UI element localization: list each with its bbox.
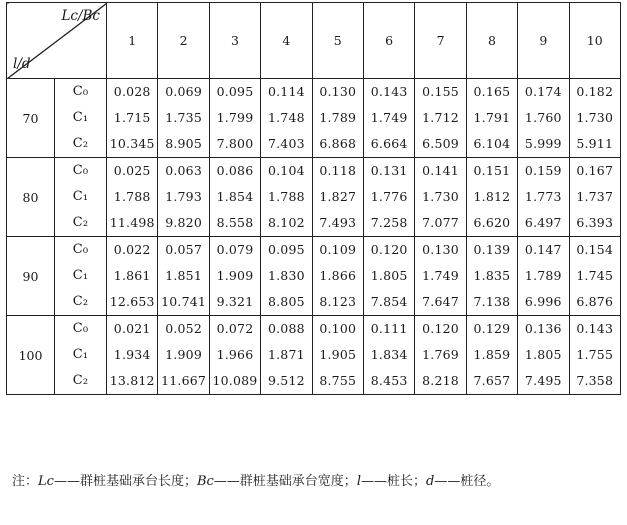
value-line: 1.712 bbox=[422, 110, 459, 125]
ld-value-cell: 100 bbox=[7, 316, 55, 395]
value-cell bbox=[209, 158, 260, 237]
value-line: 1.788 bbox=[267, 189, 305, 204]
value-line: 0.120 bbox=[422, 321, 459, 336]
table-row bbox=[7, 237, 621, 316]
value-line: 1.854 bbox=[216, 189, 254, 204]
value-line: 6.664 bbox=[370, 136, 408, 151]
value-line: 1.861 bbox=[113, 268, 151, 283]
coefficient-symbol: C₀ bbox=[72, 321, 89, 336]
column-header: 5 bbox=[312, 3, 363, 79]
value-cell bbox=[569, 79, 620, 158]
value-line: 0.143 bbox=[576, 321, 614, 336]
value-cell bbox=[569, 237, 620, 316]
value-line: 13.812 bbox=[109, 373, 155, 388]
note-l-desc: ——桩长； bbox=[360, 474, 426, 489]
value-line: 0.104 bbox=[267, 163, 305, 178]
value-line: 1.805 bbox=[370, 268, 408, 283]
value-line: 10.741 bbox=[161, 294, 207, 309]
value-line: 1.745 bbox=[576, 268, 614, 283]
value-line: 5.911 bbox=[576, 136, 614, 151]
value-line: 11.667 bbox=[161, 373, 207, 388]
value-line: 1.749 bbox=[370, 110, 408, 125]
value-line: 0.072 bbox=[216, 321, 254, 336]
value-line: 1.805 bbox=[524, 347, 562, 362]
value-cell bbox=[466, 237, 517, 316]
value-line: 1.737 bbox=[576, 189, 614, 204]
value-line: 0.069 bbox=[165, 84, 202, 99]
value-line: 0.154 bbox=[576, 242, 614, 257]
coefficient-table bbox=[6, 2, 621, 395]
value-line: 7.854 bbox=[370, 294, 408, 309]
value-line: 1.730 bbox=[576, 110, 614, 125]
value-line: 0.130 bbox=[319, 84, 357, 99]
value-line: 0.025 bbox=[113, 163, 151, 178]
value-line: 0.063 bbox=[165, 163, 202, 178]
value-cell bbox=[569, 316, 620, 395]
column-header: 8 bbox=[466, 3, 517, 79]
value-cell bbox=[261, 79, 312, 158]
value-cell bbox=[518, 79, 569, 158]
value-line: 8.755 bbox=[319, 373, 357, 388]
ratio-l-d-label: l/d bbox=[13, 56, 31, 72]
coefficient-symbol: C₀ bbox=[72, 163, 89, 178]
value-line: 1.871 bbox=[267, 347, 305, 362]
coefficient-symbol-cell bbox=[55, 79, 107, 158]
coefficient-symbol: C₁ bbox=[72, 189, 89, 204]
coefficient-symbol: C₂ bbox=[72, 373, 89, 388]
table-body bbox=[7, 79, 621, 395]
value-cell bbox=[415, 237, 466, 316]
ld-value-cell: 70 bbox=[7, 79, 55, 158]
value-line: 0.022 bbox=[113, 242, 151, 257]
coefficient-symbol-cell bbox=[55, 237, 107, 316]
value-line: 0.057 bbox=[165, 242, 202, 257]
value-line: 0.095 bbox=[216, 84, 254, 99]
column-header: 7 bbox=[415, 3, 466, 79]
value-cell bbox=[158, 158, 209, 237]
value-line: 8.558 bbox=[216, 215, 254, 230]
value-line: 6.497 bbox=[524, 215, 562, 230]
value-line: 6.393 bbox=[576, 215, 614, 230]
coefficient-symbol: C₁ bbox=[72, 347, 89, 362]
value-line: 7.657 bbox=[473, 373, 511, 388]
column-header: 6 bbox=[363, 3, 414, 79]
value-line: 1.934 bbox=[113, 347, 151, 362]
value-line: 1.789 bbox=[524, 268, 562, 283]
value-line: 0.155 bbox=[422, 84, 459, 99]
value-line: 1.715 bbox=[113, 110, 151, 125]
table-row bbox=[7, 79, 621, 158]
value-line: 0.139 bbox=[473, 242, 511, 257]
value-cell bbox=[261, 316, 312, 395]
value-line: 6.509 bbox=[422, 136, 459, 151]
value-cell bbox=[107, 237, 158, 316]
value-cell bbox=[158, 79, 209, 158]
value-line: 1.735 bbox=[165, 110, 202, 125]
value-line: 1.812 bbox=[473, 189, 511, 204]
value-cell bbox=[312, 79, 363, 158]
note-bc-symbol: Bc bbox=[196, 474, 214, 489]
value-cell bbox=[158, 316, 209, 395]
value-line: 1.830 bbox=[267, 268, 305, 283]
value-line: 10.089 bbox=[212, 373, 258, 388]
value-line: 9.820 bbox=[165, 215, 202, 230]
value-cell bbox=[415, 79, 466, 158]
value-line: 8.905 bbox=[165, 136, 202, 151]
note-l-symbol: l bbox=[356, 474, 361, 489]
note-bc-desc: ——群桩基础承台宽度； bbox=[213, 474, 357, 489]
coefficient-symbol: C₂ bbox=[72, 136, 89, 151]
value-line: 0.095 bbox=[267, 242, 305, 257]
coefficient-symbol-cell bbox=[55, 158, 107, 237]
value-line: 1.834 bbox=[370, 347, 408, 362]
value-line: 6.620 bbox=[473, 215, 511, 230]
value-line: 0.120 bbox=[370, 242, 408, 257]
value-line: 0.118 bbox=[319, 163, 357, 178]
value-line: 1.859 bbox=[473, 347, 511, 362]
value-line: 1.851 bbox=[165, 268, 202, 283]
value-line: 0.088 bbox=[267, 321, 305, 336]
value-cell bbox=[209, 79, 260, 158]
column-header: 2 bbox=[158, 3, 209, 79]
value-cell bbox=[312, 316, 363, 395]
table-row bbox=[7, 316, 621, 395]
value-line: 7.258 bbox=[370, 215, 408, 230]
value-line: 0.129 bbox=[473, 321, 511, 336]
diagonal-header-cell bbox=[7, 3, 107, 79]
value-line: 1.755 bbox=[576, 347, 614, 362]
coefficient-symbol: C₂ bbox=[72, 215, 89, 230]
note-lc-symbol: Lc bbox=[38, 474, 54, 489]
value-line: 10.345 bbox=[109, 136, 155, 151]
column-header: 3 bbox=[209, 3, 260, 79]
value-line: 7.800 bbox=[216, 136, 254, 151]
value-cell bbox=[312, 237, 363, 316]
value-line: 8.123 bbox=[319, 294, 357, 309]
value-line: 0.147 bbox=[524, 242, 562, 257]
value-line: 0.151 bbox=[473, 163, 511, 178]
value-cell bbox=[518, 316, 569, 395]
value-line: 1.748 bbox=[267, 110, 305, 125]
value-line: 0.136 bbox=[524, 321, 562, 336]
value-line: 8.218 bbox=[422, 373, 459, 388]
value-line: 8.805 bbox=[267, 294, 305, 309]
value-line: 1.909 bbox=[165, 347, 202, 362]
value-line: 1.769 bbox=[422, 347, 459, 362]
note-d-desc: ——桩径。 bbox=[434, 474, 500, 489]
value-line: 6.996 bbox=[524, 294, 562, 309]
value-line: 7.077 bbox=[422, 215, 459, 230]
value-cell bbox=[363, 316, 414, 395]
value-line: 0.159 bbox=[524, 163, 562, 178]
table-header bbox=[7, 3, 621, 79]
value-line: 7.495 bbox=[524, 373, 562, 388]
table-note bbox=[12, 470, 617, 494]
value-cell bbox=[107, 158, 158, 237]
value-cell bbox=[518, 237, 569, 316]
value-cell bbox=[158, 237, 209, 316]
value-line: 0.021 bbox=[113, 321, 151, 336]
value-line: 1.788 bbox=[113, 189, 151, 204]
value-line: 0.111 bbox=[370, 321, 408, 336]
value-line: 1.835 bbox=[473, 268, 511, 283]
value-cell bbox=[466, 158, 517, 237]
value-cell bbox=[107, 79, 158, 158]
value-line: 1.799 bbox=[216, 110, 254, 125]
table-row bbox=[7, 158, 621, 237]
value-line: 0.141 bbox=[422, 163, 459, 178]
value-line: 0.079 bbox=[216, 242, 254, 257]
value-line: 6.876 bbox=[576, 294, 614, 309]
value-cell bbox=[466, 79, 517, 158]
value-line: 1.866 bbox=[319, 268, 357, 283]
ld-value-cell: 80 bbox=[7, 158, 55, 237]
value-line: 7.358 bbox=[576, 373, 614, 388]
value-line: 0.052 bbox=[165, 321, 202, 336]
value-line: 1.760 bbox=[524, 110, 562, 125]
value-cell bbox=[312, 158, 363, 237]
value-line: 0.143 bbox=[370, 84, 408, 99]
value-line: 6.104 bbox=[473, 136, 511, 151]
value-line: 1.909 bbox=[216, 268, 254, 283]
ratio-lc-bc-label: Lc/Bc bbox=[61, 8, 100, 24]
value-line: 0.114 bbox=[267, 84, 305, 99]
value-line: 1.789 bbox=[319, 110, 357, 125]
value-line: 1.793 bbox=[165, 189, 202, 204]
coefficient-symbol: C₂ bbox=[72, 294, 89, 309]
value-line: 1.773 bbox=[524, 189, 562, 204]
value-cell bbox=[363, 79, 414, 158]
header-row bbox=[7, 3, 621, 79]
value-line: 1.776 bbox=[370, 189, 408, 204]
value-line: 0.131 bbox=[370, 163, 408, 178]
coefficient-symbol-cell bbox=[55, 316, 107, 395]
value-line: 1.749 bbox=[422, 268, 459, 283]
value-cell bbox=[261, 237, 312, 316]
value-cell bbox=[107, 316, 158, 395]
value-line: 1.966 bbox=[216, 347, 254, 362]
value-cell bbox=[363, 158, 414, 237]
note-d-symbol: d bbox=[426, 474, 435, 489]
value-line: 9.321 bbox=[216, 294, 254, 309]
value-line: 0.165 bbox=[473, 84, 511, 99]
value-cell bbox=[261, 158, 312, 237]
value-cell bbox=[209, 316, 260, 395]
column-header: 9 bbox=[518, 3, 569, 79]
value-line: 1.827 bbox=[319, 189, 357, 204]
value-cell bbox=[518, 158, 569, 237]
value-line: 0.109 bbox=[319, 242, 357, 257]
column-header: 4 bbox=[261, 3, 312, 79]
value-line: 7.493 bbox=[319, 215, 357, 230]
value-line: 7.403 bbox=[267, 136, 305, 151]
value-line: 0.182 bbox=[576, 84, 614, 99]
value-line: 7.647 bbox=[422, 294, 459, 309]
value-line: 0.130 bbox=[422, 242, 459, 257]
ld-value-cell: 90 bbox=[7, 237, 55, 316]
value-line: 6.868 bbox=[319, 136, 357, 151]
note-prefix: 注： bbox=[12, 474, 39, 489]
value-line: 0.100 bbox=[319, 321, 357, 336]
value-line: 0.028 bbox=[113, 84, 151, 99]
value-cell bbox=[209, 237, 260, 316]
column-header: 1 bbox=[107, 3, 158, 79]
value-cell bbox=[466, 316, 517, 395]
value-cell bbox=[415, 316, 466, 395]
value-line: 11.498 bbox=[109, 215, 155, 230]
value-line: 1.791 bbox=[473, 110, 511, 125]
value-line: 5.999 bbox=[524, 136, 562, 151]
coefficient-symbol: C₀ bbox=[72, 84, 89, 99]
value-line: 0.086 bbox=[216, 163, 254, 178]
value-line: 8.453 bbox=[370, 373, 408, 388]
value-line: 7.138 bbox=[473, 294, 511, 309]
note-lc-desc: ——群桩基础承台长度； bbox=[53, 474, 197, 489]
value-line: 1.905 bbox=[319, 347, 357, 362]
value-cell bbox=[569, 158, 620, 237]
value-line: 9.512 bbox=[267, 373, 305, 388]
value-line: 8.102 bbox=[267, 215, 305, 230]
coefficient-symbol: C₀ bbox=[72, 242, 89, 257]
coefficient-symbol: C₁ bbox=[72, 268, 89, 283]
value-line: 0.174 bbox=[524, 84, 562, 99]
column-header: 10 bbox=[569, 3, 620, 79]
coefficient-symbol: C₁ bbox=[72, 110, 89, 125]
value-line: 1.730 bbox=[422, 189, 459, 204]
value-cell bbox=[415, 158, 466, 237]
value-cell bbox=[363, 237, 414, 316]
value-line: 0.167 bbox=[576, 163, 614, 178]
value-line: 12.653 bbox=[109, 294, 155, 309]
